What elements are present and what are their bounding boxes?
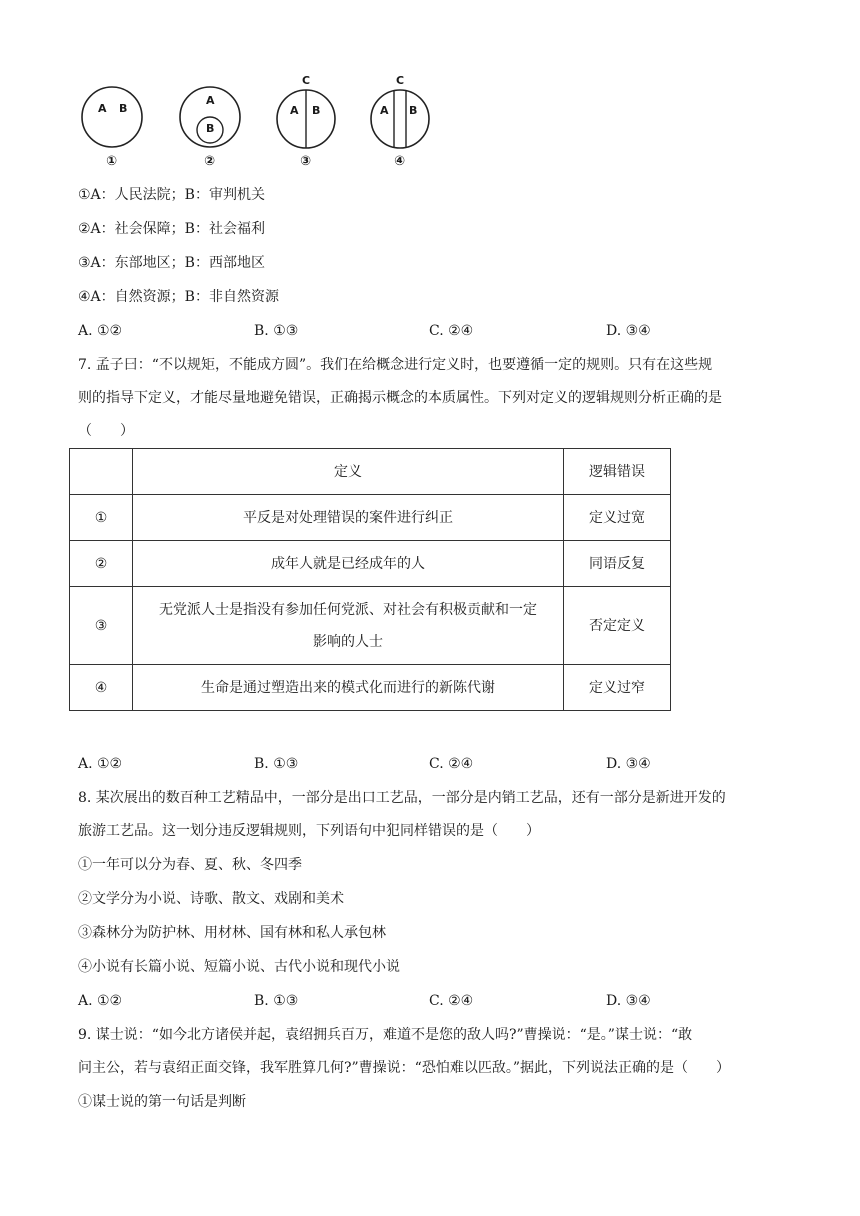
- diagram-2-label-b: B: [206, 122, 215, 135]
- diagram-4-label-b: B: [409, 104, 418, 117]
- q9-stem-line-2: 问主公，若与袁绍正面交锋，我军胜算几何?”曹操说：“恐怕难以匹敌。”据此，下列说法正确的是（ ）: [78, 1060, 730, 1076]
- diagram-4-label-a: A: [380, 104, 389, 117]
- diagram-4-circle: [371, 90, 429, 148]
- table-cell-number: ②: [70, 541, 133, 587]
- diagram-1-circle: [82, 87, 142, 147]
- q6-options: [78, 321, 778, 341]
- definition-table: [69, 448, 671, 711]
- diagram-1-number: ①: [106, 154, 118, 169]
- q7-options: [78, 754, 778, 774]
- table-row: [70, 587, 671, 665]
- q8-item-1: ①一年可以分为春、夏、秋、冬四季: [78, 857, 302, 873]
- table-header-row: [70, 449, 671, 495]
- diagram-1-label-b: B: [119, 102, 128, 115]
- q7-stem-line-1: 7. 孟子曰：“不以规矩，不能成方圆”。我们在给概念进行定义时，也要遵循一定的规则。只有在这些规: [78, 357, 713, 373]
- table-cell-error: 同语反复: [564, 541, 671, 587]
- q7-option-a[interactable]: A. ①②: [78, 756, 123, 772]
- q7-stem-line-2: 则的指导下定义，才能尽量地避免错误，正确揭示概念的本质属性。下列对定义的逻辑规则分析正确的是: [78, 390, 722, 406]
- table-row: [70, 665, 671, 711]
- q7-option-b[interactable]: B. ①③: [254, 756, 299, 772]
- q9-stem-line-1: 9. 谋士说：“如今北方诸侯并起，袁绍拥兵百万，难道不是您的敌人吗?”曹操说：“是。”谋士说：“敢: [78, 1027, 693, 1043]
- q8-option-b[interactable]: B. ①③: [254, 993, 299, 1009]
- q6-item-4: ④A：自然资源；B：非自然资源: [78, 289, 279, 305]
- table-cell-definition: 成年人就是已经成年的人: [133, 541, 564, 587]
- q7-option-d[interactable]: D. ③④: [606, 756, 651, 772]
- q6-option-c[interactable]: C. ②④: [429, 323, 474, 339]
- q6-item-2: ②A：社会保障；B：社会福利: [78, 221, 265, 237]
- diagram-4-label-c: C: [396, 74, 405, 87]
- table-cell-error: 定义过窄: [564, 665, 671, 711]
- q8-option-a[interactable]: A. ①②: [78, 993, 123, 1009]
- q8-options: [78, 991, 778, 1011]
- q8-item-4: ④小说有长篇小说、短篇小说、古代小说和现代小说: [78, 959, 400, 975]
- diagram-3-label-c: C: [302, 74, 311, 87]
- table-row: [70, 495, 671, 541]
- table-cell-definition-line-2: 影响的人士: [313, 633, 383, 650]
- q8-option-d[interactable]: D. ③④: [606, 993, 651, 1009]
- diagram-3-label-b: B: [312, 104, 321, 117]
- diagram-2-number: ②: [204, 154, 216, 169]
- q8-option-c[interactable]: C. ②④: [429, 993, 474, 1009]
- table-cell-definition-line-1: 无党派人士是指没有参加任何党派、对社会有积极贡献和一定: [159, 601, 537, 618]
- q6-item-1: ①A：人民法院；B：审判机关: [78, 187, 265, 203]
- q6-item-3: ③A：东部地区；B：西部地区: [78, 255, 265, 271]
- q8-item-3: ③森林分为防护林、用材林、国有林和私人承包林: [78, 925, 386, 941]
- table-row: [70, 541, 671, 587]
- q8-stem-line-1: 8. 某次展出的数百种工艺精品中，一部分是出口工艺品，一部分是内销工艺品，还有一部分是新进开发的: [78, 790, 726, 806]
- table-cell-error: 否定定义: [564, 587, 671, 665]
- table-cell-error: 定义过宽: [564, 495, 671, 541]
- diagram-3-number: ③: [300, 154, 312, 169]
- diagram-3-label-a: A: [290, 104, 299, 117]
- table-cell-number: ①: [70, 495, 133, 541]
- euler-diagrams-svg: [78, 74, 448, 174]
- table-cell-number: ④: [70, 665, 133, 711]
- q7-option-c[interactable]: C. ②④: [429, 756, 474, 772]
- table-cell-definition: 平反是对处理错误的案件进行纠正: [133, 495, 564, 541]
- q7-stem-line-3: （ ）: [78, 423, 134, 439]
- q6-option-d[interactable]: D. ③④: [606, 323, 651, 339]
- diagram-2-label-a: A: [206, 94, 215, 107]
- diagram-4-number: ④: [394, 154, 406, 169]
- table-cell-definition: [133, 587, 564, 665]
- table-cell-number: ③: [70, 587, 133, 665]
- q6-option-a[interactable]: A. ①②: [78, 323, 123, 339]
- table-header-definition: 定义: [133, 449, 564, 495]
- q9-item-1: ①谋士说的第一句话是判断: [78, 1094, 246, 1110]
- q8-item-2: ②文学分为小说、诗歌、散文、戏剧和美术: [78, 891, 344, 907]
- euler-diagrams: [78, 74, 448, 174]
- table-header-error: 逻辑错误: [564, 449, 671, 495]
- q8-stem-line-2: 旅游工艺品。这一划分违反逻辑规则，下列语句中犯同样错误的是（ ）: [78, 823, 540, 839]
- diagram-1-label-a: A: [98, 102, 107, 115]
- q6-option-b[interactable]: B. ①③: [254, 323, 299, 339]
- table-header-number: [70, 449, 133, 495]
- table-cell-definition: 生命是通过塑造出来的模式化而进行的新陈代谢: [133, 665, 564, 711]
